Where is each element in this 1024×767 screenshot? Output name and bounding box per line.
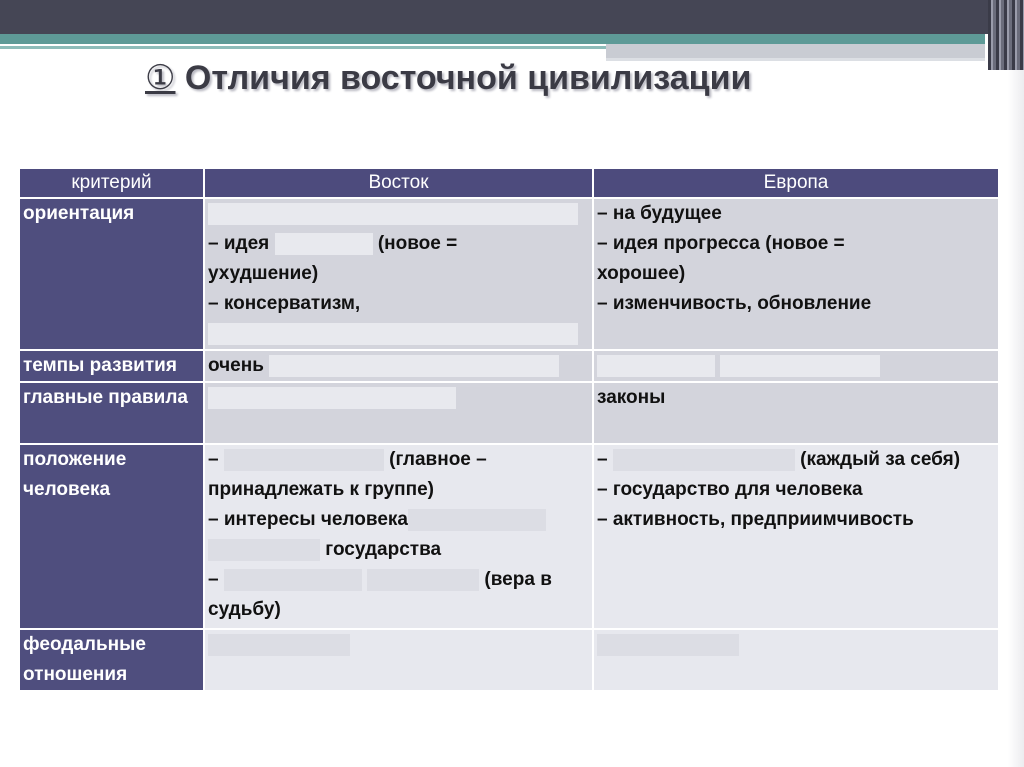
page-edge-shadow — [1008, 70, 1024, 767]
cell-text: (новое = — [377, 233, 458, 254]
cell-text: – идея — [208, 233, 270, 254]
comparison-table — [18, 167, 1000, 692]
cell-text: очень — [208, 355, 264, 376]
table-header-row — [19, 168, 999, 198]
cell-text: – — [208, 449, 219, 470]
grey-decor-band — [606, 44, 985, 58]
europe-cell — [593, 382, 999, 444]
east-cell — [204, 198, 593, 350]
cell-text: – идея прогресса (новое = — [597, 233, 845, 254]
cell-text: – активность, предприимчивость — [597, 509, 914, 530]
europe-cell — [593, 629, 999, 691]
east-cell — [204, 629, 593, 691]
cell-text: государства — [325, 539, 442, 560]
hidden-answer-blank — [408, 509, 546, 531]
cell-text: принадлежать к группе) — [208, 479, 435, 500]
hidden-answer-blank — [208, 323, 578, 345]
hidden-answer-blank — [269, 355, 559, 377]
hidden-answer-blank — [224, 569, 362, 591]
hidden-answer-blank — [613, 449, 795, 471]
slide-title — [145, 58, 885, 110]
header-europe: Европа — [593, 168, 999, 198]
title-text: Отличия восточной цивилизации — [175, 59, 752, 97]
cell-text: судьбу) — [208, 599, 281, 620]
europe-cell — [593, 198, 999, 350]
cell-text: – на будущее — [597, 203, 722, 224]
table-row — [19, 444, 999, 629]
cell-text: (каждый за себя) — [800, 449, 961, 470]
cell-text: (вера в — [484, 569, 552, 590]
cell-text: – интересы человека — [208, 509, 408, 530]
east-cell — [204, 444, 593, 629]
criterion-cell: главные правила — [19, 382, 204, 444]
title-number: ① — [145, 59, 176, 97]
hidden-answer-blank — [275, 233, 373, 255]
hidden-answer-blank — [720, 355, 880, 377]
corner-stripes-decor — [988, 0, 1024, 70]
east-cell — [204, 382, 593, 444]
cell-text: – консерватизм, — [208, 293, 361, 314]
hidden-answer-blank — [367, 569, 479, 591]
criterion-cell: положение человека — [19, 444, 204, 629]
criterion-cell: феодальные отношения — [19, 629, 204, 691]
hidden-answer-blank — [208, 539, 320, 561]
table-row — [19, 198, 999, 350]
table-row — [19, 350, 999, 382]
hidden-answer-blank — [208, 387, 456, 409]
europe-cell — [593, 444, 999, 629]
cell-text: – государство для человека — [597, 479, 863, 500]
criterion-cell: ориентация — [19, 198, 204, 350]
cell-text: – — [208, 569, 219, 590]
hidden-answer-blank — [597, 355, 715, 377]
hidden-answer-blank — [208, 634, 350, 656]
criterion-cell: темпы развития — [19, 350, 204, 382]
hidden-answer-blank — [597, 634, 739, 656]
table-row — [19, 629, 999, 691]
header-criterion: критерий — [19, 168, 204, 198]
cell-text: – — [597, 449, 608, 470]
cell-text: хорошее) — [597, 263, 686, 284]
cell-text: (главное – — [389, 449, 487, 470]
table-row — [19, 382, 999, 444]
east-cell — [204, 350, 593, 382]
cell-text: законы — [597, 387, 666, 408]
cell-text: – изменчивость, обновление — [597, 293, 872, 314]
europe-cell — [593, 350, 999, 382]
hidden-answer-blank — [224, 449, 384, 471]
cell-text: ухудшение) — [208, 263, 319, 284]
top-decor-bar — [0, 0, 1024, 34]
teal-decor-bar — [0, 34, 985, 44]
hidden-answer-blank — [208, 203, 578, 225]
header-east: Восток — [204, 168, 593, 198]
